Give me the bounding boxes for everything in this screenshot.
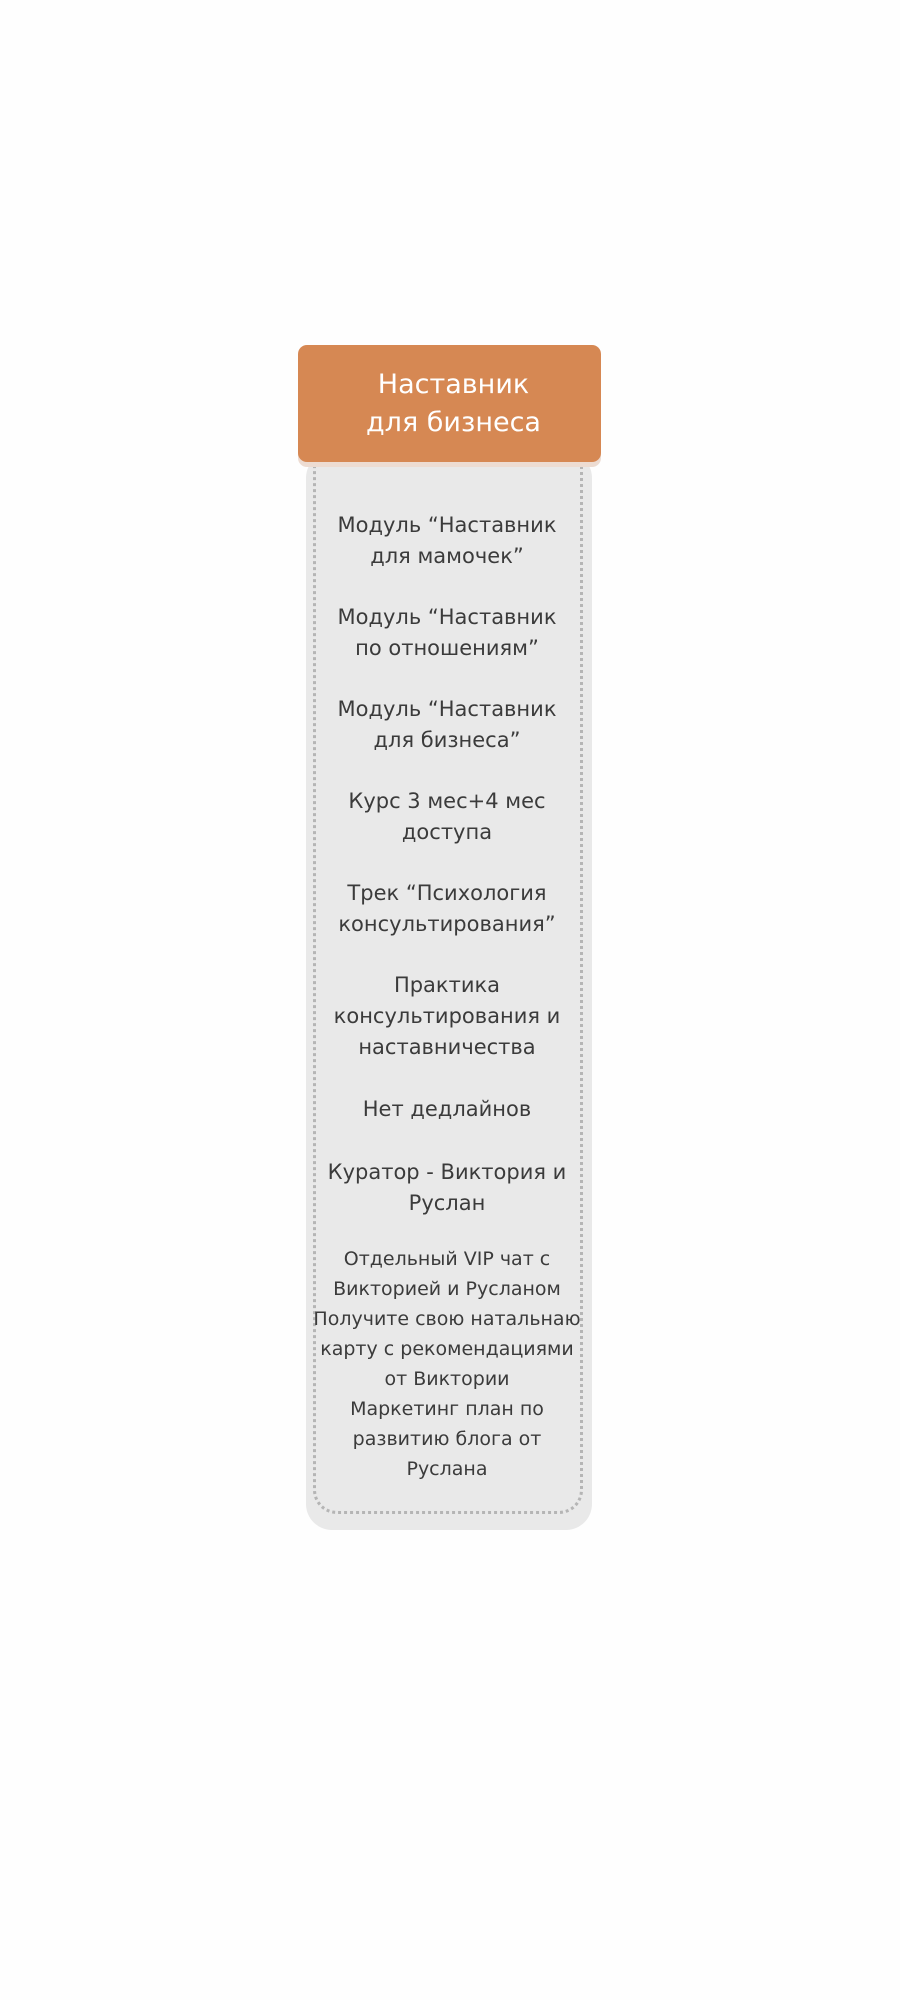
bonus-text-line: Отдельный VIP чат с	[343, 1248, 551, 1270]
feature-text-line: Руслан	[408, 1191, 486, 1215]
feature-text-line: Практика	[393, 973, 501, 997]
plan-title-line-2: для бизнеса	[366, 406, 541, 438]
feature-item	[316, 1094, 578, 1125]
bonus-text-line: от Виктории	[384, 1368, 510, 1390]
feature-text-line: консультирования”	[338, 912, 556, 936]
feature-text-line: Трек “Психология	[347, 881, 547, 905]
feature-item	[316, 786, 578, 848]
feature-text-line: по отношениям”	[355, 636, 539, 660]
plan-header	[298, 345, 601, 462]
feature-text-line: для бизнеса”	[373, 728, 521, 752]
feature-text-line: Модуль “Наставник	[337, 697, 557, 721]
feature-item	[316, 602, 578, 664]
feature-text-line: Модуль “Наставник	[337, 605, 557, 629]
feature-text-line: Курс 3 мес+4 мес	[348, 789, 546, 813]
bonus-text-line: Руслана	[406, 1458, 488, 1480]
feature-text-line: Куратор - Виктория и	[327, 1160, 567, 1184]
bonus-text-line: Викторией и Русланом	[333, 1278, 561, 1300]
bonus-text-line: карту с рекомендациями	[320, 1338, 574, 1360]
feature-text-line: для мамочек”	[370, 544, 524, 568]
feature-text-line: Модуль “Наставник	[337, 513, 557, 537]
bonus-text-line: Получите свою натальнаю	[313, 1308, 581, 1330]
feature-text-line: наставничества	[358, 1035, 536, 1059]
bonus-features-item	[310, 1244, 584, 1484]
feature-item	[316, 1157, 578, 1219]
plan-title-line-1: Наставник	[377, 368, 530, 400]
feature-text-line: доступа	[401, 820, 493, 844]
feature-item	[316, 694, 578, 756]
plan-title	[344, 366, 564, 442]
feature-item	[316, 970, 578, 1063]
bonus-text-line: Маркетинг план по	[350, 1398, 544, 1420]
bonus-text-line: развитию блога от	[352, 1428, 542, 1450]
feature-text-line: Нет дедлайнов	[362, 1097, 532, 1121]
feature-text-line: консультирования и	[333, 1004, 561, 1028]
features-list	[313, 510, 581, 1484]
feature-item	[316, 510, 578, 572]
feature-item	[316, 878, 578, 940]
